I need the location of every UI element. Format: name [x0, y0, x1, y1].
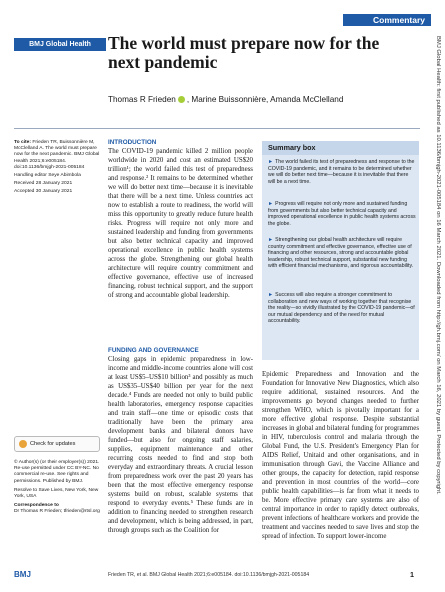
orcid-icon[interactable]	[178, 96, 185, 103]
check-updates-button[interactable]	[14, 436, 100, 452]
summary-heading: Summary box	[262, 141, 419, 155]
cite-text: Frieden TR, Buissonnière M, McClelland A. The world must prepare now for the next pandemic. BMJ Global Health 2021;6:e005184. doi:10.1136/bmjgh-2021-005184	[14, 140, 100, 170]
introduction-heading: INTRODUCTION	[108, 139, 157, 146]
footer-citation: Frieden TR, et al. BMJ Global Health 2021;6:e005184. doi:10.1136/bmjgh-2021-005184	[108, 572, 310, 578]
author-name[interactable]: Amanda McClelland	[270, 95, 344, 104]
arrow-icon: ►	[268, 159, 274, 165]
arrow-icon: ►	[268, 292, 274, 298]
section-tag: Commentary	[343, 14, 431, 26]
handling-editor: Handling editor Seye Abimbola	[14, 173, 81, 179]
update-icon	[19, 440, 27, 448]
affiliation: Resolve to Save Lives, New York, New York, USA	[14, 487, 99, 500]
summary-item-text: Success will also require a stronger commitment to collaboration and new ways of working together that recognise the reality—so vividly illustrated by the COVID-19 pandemic—of our mutual dependency and of the need for mutual accountability.	[268, 292, 415, 325]
correspondence[interactable]: Dr Thomas R Frieden; tfrieden@rtsl.org	[14, 509, 100, 515]
header-divider	[14, 128, 420, 129]
accepted-date: Accepted 30 January 2021	[14, 189, 73, 195]
bmj-logo: BMJ	[14, 570, 31, 579]
correspondence-label: Correspondence to	[14, 503, 59, 509]
arrow-icon: ►	[268, 201, 274, 207]
copyright-note: © Author(s) (or their employer(s)) 2021. Re-use permitted under CC BY-NC. No commercial re-use. See rights and permissions. Published by BMJ.	[14, 460, 100, 484]
vertical-note: BMJ Global Health: first published as 10.1136/bmjgh-2021-005184 on 16 March 2021. Downloaded from http://gh.bmj.com/ on March 16, 2021 by guest. Protected by copyright.	[435, 36, 441, 495]
author-separator: ,	[186, 95, 192, 104]
summary-item	[268, 201, 416, 227]
received-date: Received 28 January 2021	[14, 181, 73, 187]
cite-label: To cite:	[14, 140, 32, 145]
funding-heading: FUNDING AND GOVERNANCE	[108, 347, 199, 354]
article-sidebar-lower	[14, 460, 102, 519]
arrow-icon: ►	[268, 237, 274, 243]
check-updates-label: Check for updates	[30, 441, 76, 447]
vertical-note-strip	[429, 36, 441, 576]
summary-item-text: Strengthening our global health architecture will require country commitment and effective governance, effective use of financing and other resources, strong and accountable global leadership, robust technical support, substantial new funding with efficient financial mechanisms, and rigorous accountability.	[268, 237, 414, 270]
page-number: 1	[410, 570, 414, 579]
journal-brand: BMJ Global Health	[14, 38, 106, 51]
introduction-text: The COVID-19 pandemic killed 2 million people worldwide in 2020 and cost an estimated US$20 trillion¹; the world failed this test of preparedness and response.² It remains to be determined whether we will do better next time—because it is inevitable that there will be a next time. Unless countries act now to establish a route to readiness, the world will miss this opportunity to greatly reduce future health risks. Progress will require not only more and sustained leadership and funding from governments but also better technical capacity and improved operational excellence in public health systems across the globe. Strengthening our global health architecture will require country commitment and effective governance, effective use of increased financing, robust technical support, and the support of strong and accountable global leadership.	[108, 148, 253, 299]
author-list	[108, 95, 343, 104]
summary-item	[268, 237, 416, 270]
column-two-text: Epidemic Preparedness and Innovation and the Foundation for Innovative New Diagnostics, which also require additional, sustained resources. And the improvements go beyond changes needed to further strengthen WHO, which is pivotally important for a more effective global response. Despite substantial increases in global and bilateral funding for programmes in HIV, tuberculosis control and malaria through the Global Fund, the U.S. President's Emergency Plan for AIDS Relief, Unitaid and other organisations, and in immunisation through Gavi, the Vaccine Alliance and other groups, the capacity for detection, rapid response and prevention in most countries of the world—core public health capabilities—is far from what it needs to be. More effective primary care systems are also of central importance in order to rapidly detect outbreaks, prevent infections of healthcare workers and provide the treatment and vaccines needed to save lives and stop the spread of infection. To support lower-income	[262, 371, 419, 540]
summary-item	[268, 159, 416, 185]
author-name[interactable]: Thomas R Frieden	[108, 95, 176, 104]
author-separator: ,	[266, 95, 271, 104]
funding-text: Closing gaps in epidemic preparedness in low-income and middle-income countries alone will cost at least US$5–US$10 billion³ and possibly as much as US$35–US$40 billion per year for the next decade.⁴ Funds are needed not only to build public health laboratories, emergency response capacities and train staff—one time or episodic costs that traditionally have been the primary area development banks and bilateral donors have funded—but also for ongoing staff salaries, supplies, equipment maintenance and other recurring costs needed to find and stop both everyday and extraordinary threats. A crucial lesson from preparedness work over the past 20 years has been that the most effective emergency response systems build on robust, scalable systems that respond to everyday events.⁵ These funds are in addition to financing needed to strengthen research and development, which is being addressed, in part, through groups such as the Coalition for	[108, 356, 253, 534]
author-name[interactable]: Marine Buissonnière	[191, 95, 267, 104]
summary-item-text: The world failed its test of preparedness and response to the COVID-19 pandemic, and it remains to be determined whether we will do better next time—because it is inevitable that there will be a next time.	[268, 159, 415, 185]
article-sidebar	[14, 140, 102, 198]
summary-item	[268, 292, 416, 325]
summary-item-text: Progress will require not only more and sustained funding from governments but also better technical capacity and improved operational excellence in public health systems across the globe.	[268, 201, 416, 227]
article-title: The world must prepare now for the next pandemic	[108, 33, 380, 72]
